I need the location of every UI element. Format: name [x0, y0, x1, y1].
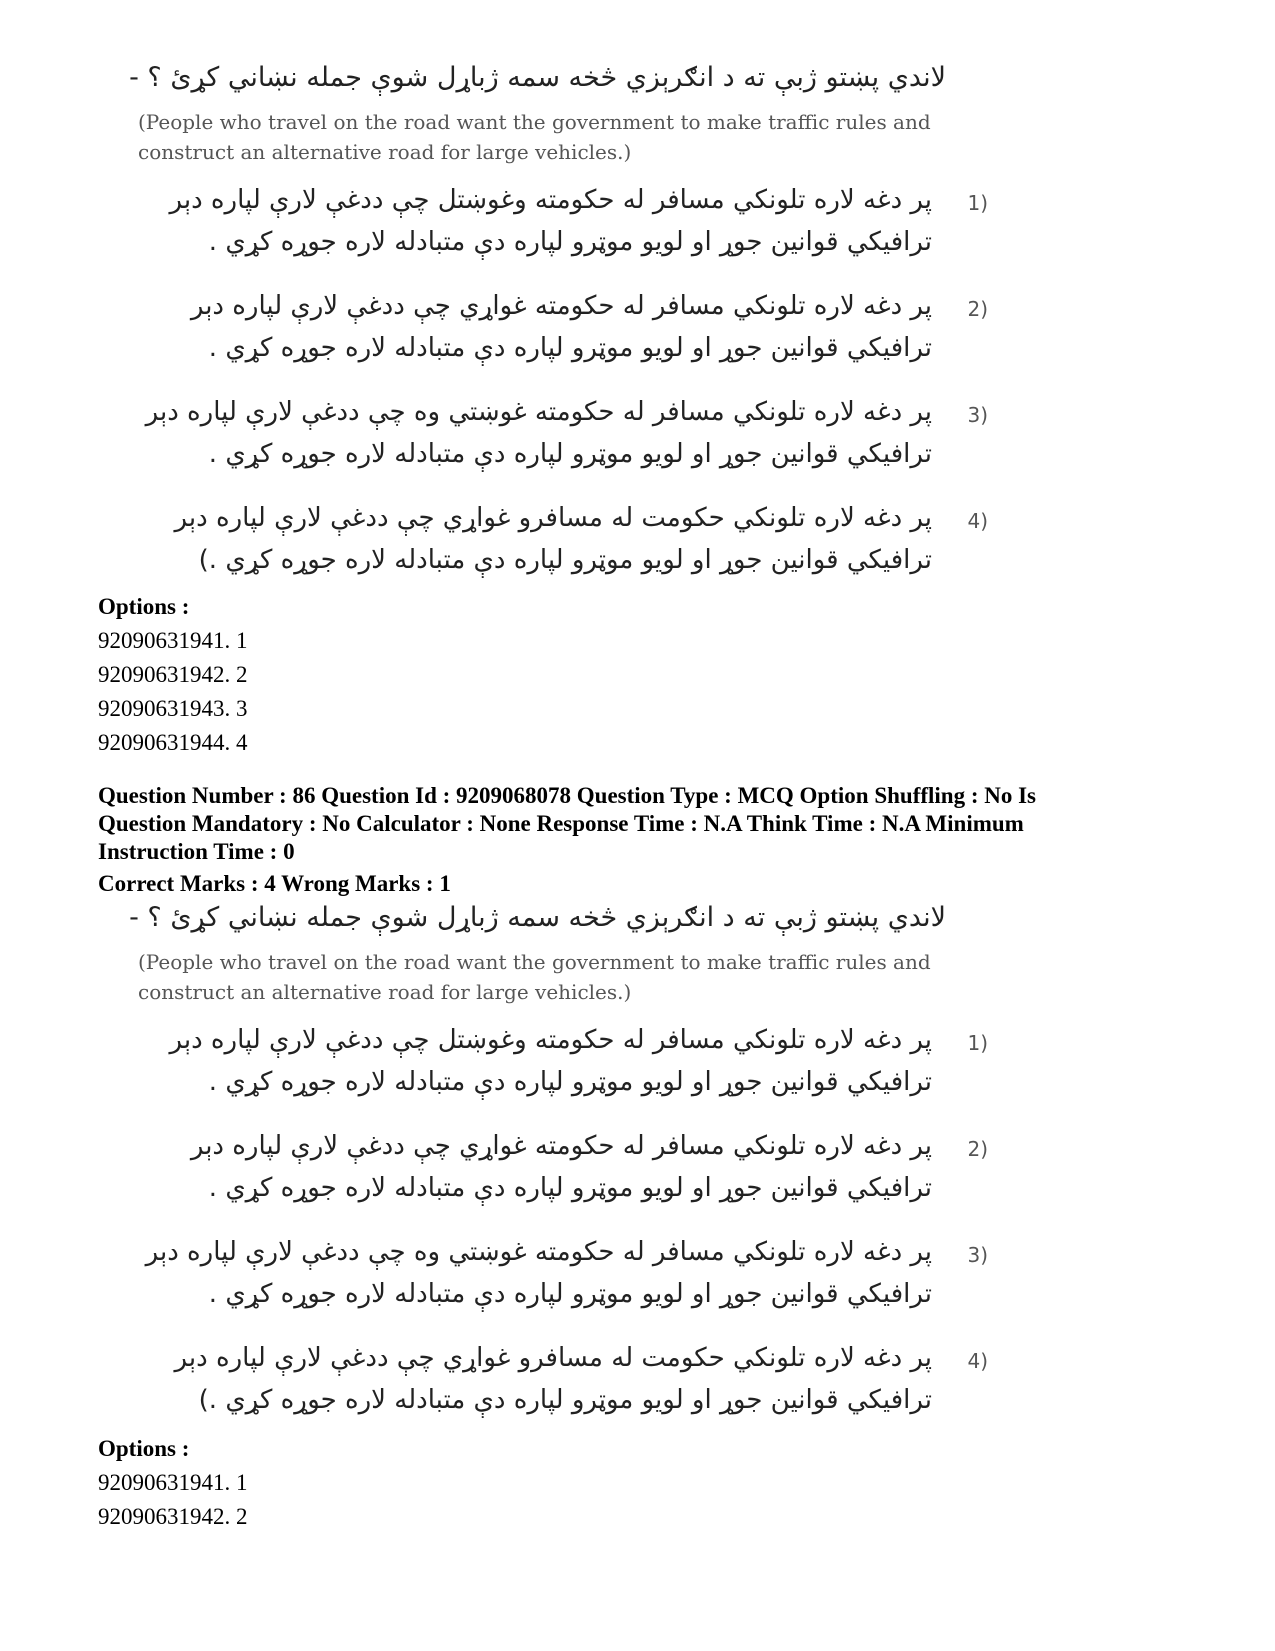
option-number: 2)	[967, 1137, 988, 1161]
option-line: پر دغه لاره تلونکي مسافر له حکومته غواړي چې ددغې لارې لپاره دېر	[190, 291, 932, 321]
option-id: 92090631944. 4	[98, 730, 248, 755]
option-number: 3)	[967, 403, 988, 427]
option-number: 4)	[967, 509, 988, 533]
option-line: ترافيکي قوانين جوړ او لويو موټرو لپاره دې متبادله لاره جوړه کړي .	[208, 1279, 932, 1309]
option-line: ترافيکي قوانين جوړ او لويو موټرو لپاره دې متبادله لاره جوړه کړي .	[208, 227, 932, 257]
option-text	[169, 1019, 932, 1103]
option-number: 1)	[967, 1031, 988, 1055]
answer-option-2	[118, 285, 988, 379]
option-id: 92090631943. 3	[98, 696, 248, 721]
answer-option-3	[118, 1231, 988, 1325]
answer-option-1	[118, 1019, 988, 1113]
option-id: 92090631942. 2	[98, 1504, 248, 1529]
option-line: پر دغه لاره تلونکي مسافر له حکومته غواړي چې ددغې لارې لپاره دېر	[190, 1131, 932, 1161]
options-list-2	[98, 1432, 248, 1534]
option-number: 2)	[967, 297, 988, 321]
options-list-1	[98, 590, 248, 760]
option-line: پر دغه لاره تلونکي مسافر له حکومته غوښتي وه چې ددغې لارې لپاره دېر	[145, 397, 932, 427]
option-line: ترافيکي قوانين جوړ او لويو موټرو لپاره دې متبادله لاره جوړه کړي .	[208, 439, 932, 469]
answer-option-3	[118, 391, 988, 485]
answer-option-4	[118, 497, 988, 591]
english-sentence: (People who travel on the road want the government to make traffic rules and construct an alternative road for large vehicles.)	[138, 950, 931, 1004]
option-line: ترافيکي قوانين جوړ او لويو موټرو لپاره دې متبادله لاره جوړه کړي .	[208, 333, 932, 363]
marks-line: Correct Marks : 4 Wrong Marks : 1	[98, 871, 451, 896]
option-number: 3)	[967, 1243, 988, 1267]
options-heading: Options :	[98, 1436, 190, 1461]
option-text	[169, 179, 932, 263]
answer-option-4	[118, 1337, 988, 1431]
option-line: ترافيکي قوانين جوړ او لويو موټرو لپاره دې متبادله لاره جوړه کړي .	[208, 1067, 932, 1097]
answer-option-2	[118, 1125, 988, 1219]
option-line: ترافيکي قوانين جوړ او لويو موټرو لپاره دې متبادله لاره جوړه کړي .)	[198, 1385, 932, 1415]
meta-line: Question Mandatory : No Calculator : None Response Time : N.A Think Time : N.A Minimum	[98, 811, 1024, 836]
option-line: پر دغه لاره تلونکي مسافر له حکومته وغوښتل چې ددغې لارې لپاره دېر	[169, 1025, 932, 1055]
option-line: پر دغه لاره تلونکي مسافر له حکومته غوښتي وه چې ددغې لارې لپاره دېر	[145, 1237, 932, 1267]
option-line: ترافيکي قوانين جوړ او لويو موټرو لپاره دې متبادله لاره جوړه کړي .	[208, 1173, 932, 1203]
meta-line: Instruction Time : 0	[98, 839, 295, 864]
question-image-2	[118, 902, 988, 1431]
question-image-1	[118, 62, 988, 591]
option-text	[175, 497, 932, 581]
option-line: ترافيکي قوانين جوړ او لويو موټرو لپاره دې متبادله لاره جوړه کړي .)	[198, 545, 932, 575]
meta-line: Question Number : 86 Question Id : 9209068078 Question Type : MCQ Option Shuffling : No Is	[98, 783, 1037, 808]
option-id: 92090631941. 1	[98, 1470, 248, 1495]
english-sentence: (People who travel on the road want the government to make traffic rules and construct an alternative road for large vehicles.)	[138, 110, 931, 164]
option-text	[146, 391, 932, 475]
option-line: پر دغه لاره تلونکي حکومت له مسافرو غواړي چې ددغې لارې لپاره دېر	[174, 503, 932, 533]
answer-option-1	[118, 179, 988, 273]
pashto-prompt: لاندي پښتو ژبې ته د انګرېزي څخه سمه ژباړل شوې جمله نښاني کړئ ؟ -	[129, 902, 946, 933]
options-heading: Options :	[98, 594, 190, 619]
option-text	[191, 1125, 932, 1209]
option-line: پر دغه لاره تلونکي حکومت له مسافرو غواړي چې ددغې لارې لپاره دېر	[174, 1343, 932, 1373]
pashto-prompt: لاندي پښتو ژبې ته د انګرېزي څخه سمه ژباړل شوې جمله نښاني کړئ ؟ -	[129, 62, 946, 93]
option-id: 92090631941. 1	[98, 628, 248, 653]
option-number: 1)	[967, 191, 988, 215]
option-text	[191, 285, 932, 369]
option-number: 4)	[967, 1349, 988, 1373]
option-text	[146, 1231, 932, 1315]
option-line: پر دغه لاره تلونکي مسافر له حکومته وغوښتل چې ددغې لارې لپاره دېر	[169, 185, 932, 215]
question-meta	[98, 782, 1108, 898]
option-text	[175, 1337, 932, 1421]
option-id: 92090631942. 2	[98, 662, 248, 687]
